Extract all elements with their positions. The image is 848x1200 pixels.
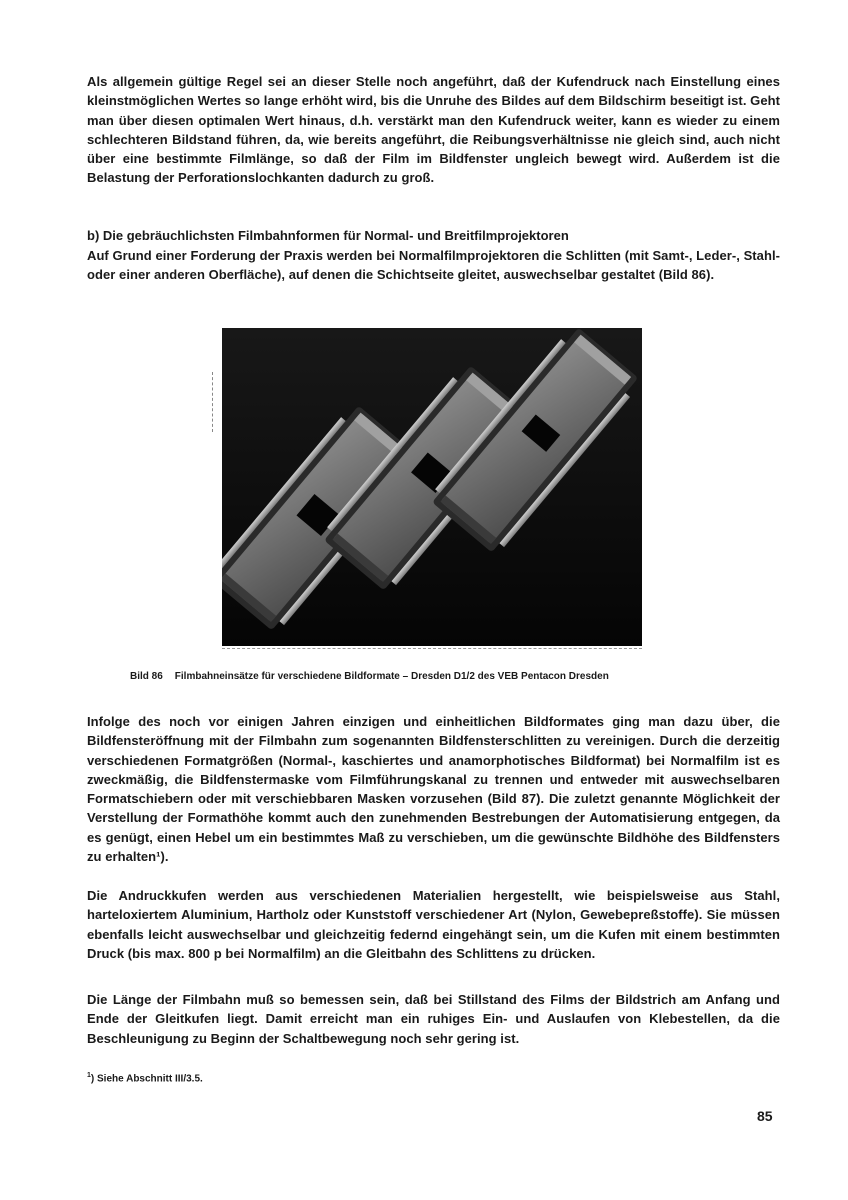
footnote-text: ) Siehe Abschnitt III/3.5. xyxy=(90,1073,203,1085)
paragraph-bildfenster: Infolge des noch vor einigen Jahren einzigen und einheitlichen Bildformates ging man dazu über, die Bildfensteröffnung mit der Filmbahn zum sogenannten Bildfensterschlitten zu vereinigen. Durch die derzeitig verschiedenen Formatgrößen (Normal-, kaschiertes und anamorphotisches Bildformat) bei Normalfilm ist es zweckmäßig, die Bildfenstermaske vom Filmführungskanal zu trennen und entweder mit auswechselbaren Formatschiebern oder mit verschiebbaren Masken vorzusehen (Bild 87). Die zuletzt genannte Möglichkeit der Verstellung der Formathöhe kommt auch den zunehmenden Bestrebungen der Automatisierung entgegen, da es genügt, einen Hebel um ein bestimmtes Maß zu verschieben, um die gewünschte Bildhöhe des Bildfensters zu erhalten¹). xyxy=(87,714,780,865)
paragraph-filmbahn-laenge: Die Länge der Filmbahn muß so bemessen sein, daß bei Stillstand des Films der Bildstrich am Anfang und Ende der Gleitkufen liegt. Damit erreicht man ein ruhiges Ein- und Auslaufen von Klebestellen, da die Beschleunigung zu Beginn der Schaltbewegung noch sehr gering ist. xyxy=(87,992,780,1046)
figure-caption xyxy=(130,670,770,684)
figure-label: Bild 86 xyxy=(130,671,163,682)
figure-caption-text: Filmbahneinsätze für verschiedene Bildformate – Dresden D1/2 des VEB Pentacon Dresden xyxy=(174,671,609,682)
paragraph-schlitten: Auf Grund einer Forderung der Praxis werden bei Normalfilmprojektoren die Schlitten (mit Samt-, Leder-, Stahl- oder einer anderen Oberfläche), auf denen die Schichtseite gleitet, auswechselbar gestaltet (Bild 86). xyxy=(87,248,780,283)
footnote-marker: 1 xyxy=(87,1072,91,1079)
scan-artifact-line xyxy=(222,648,642,653)
page-number: 85 xyxy=(757,1108,773,1124)
figure-photo-film-gate-inserts xyxy=(222,328,642,646)
scan-artifact-marks xyxy=(212,372,216,432)
section-heading-b: b) Die gebräuchlichsten Filmbahnformen für Normal- und Breitfilmprojektoren xyxy=(87,228,569,243)
film-gate-inserts-illustration xyxy=(222,328,642,646)
paragraph-andruckkufen: Die Andruckkufen werden aus verschiedenen Materialien hergestellt, wie beispielsweise aus Stahl, harteloxiertem Aluminium, Hartholz oder Kunststoff verschiedener Art (Nylon, Gewebepreßstoffe). Sie müssen ebenfalls leicht auswechselbar und gleichzeitig federnd eingehängt sein, um die Kufen mit einem bestimmten Druck (bis max. 800 p bei Normalfilm) an die Gleitbahn des Schlittens zu drücken. xyxy=(87,888,780,961)
paragraph-kufendruck: Als allgemein gültige Regel sei an dieser Stelle noch angeführt, daß der Kufendruck nach Einstellung eines kleinstmöglichen Wertes so lange erhöht wird, bis die Unruhe des Bildes auf dem Bildschirm beseitigt ist. Geht man über diesen optimalen Wert hinaus, d.h. verstärkt man den Kufendruck weiter, kann es wieder zu einem schlechteren Bildstand führen, da, wie bereits angeführt, die Reibungsverhältnisse nie gleich sind, auch nicht über eine bestimmte Filmlänge, so daß der Film im Bildfenster ungleich bewegt wird. Außerdem ist die Belastung der Perforationslochkanten dadurch zu groß. xyxy=(87,74,780,186)
footnote xyxy=(87,1072,203,1084)
